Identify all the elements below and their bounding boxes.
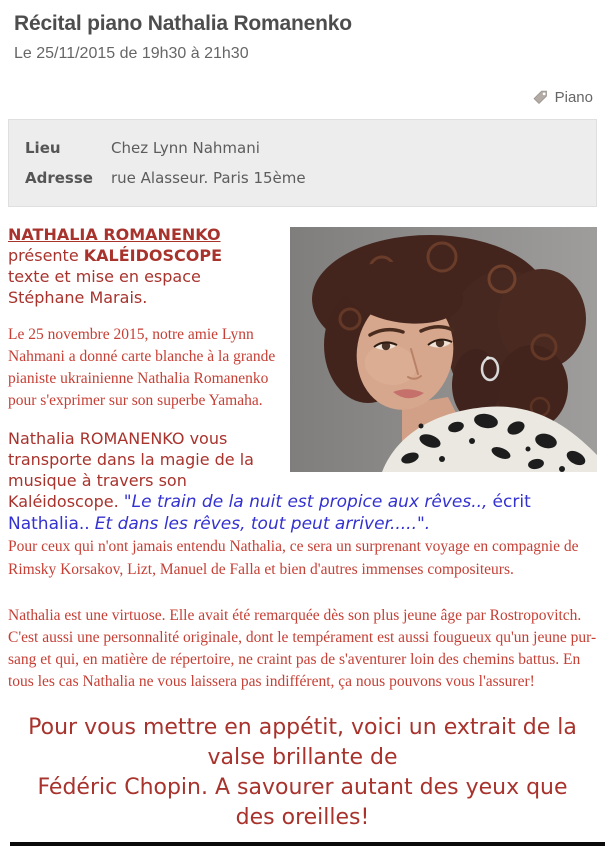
closing-invitation [16, 713, 589, 833]
paragraph-carte-blanche: Le 25 novembre 2015, notre amie Lynn Nahmani a donné carte blanche à la grande pianiste ukrainienne Nathalia Romanenko pour s'exprimer sur son superbe Yamaha. [8, 326, 276, 409]
event-info-box [8, 119, 597, 207]
info-value-adresse: rue Alasseur. Paris 15ème [111, 169, 306, 187]
event-description [8, 224, 597, 833]
category-tag[interactable] [532, 89, 593, 106]
event-datetime: Le 25/11/2015 de 19h30 à 21h30 [14, 45, 249, 62]
show-title: KALÉIDOSCOPE [83, 246, 223, 265]
quote-attribution: écrit Nathalia.. [8, 492, 531, 534]
category-tag-label: Piano [554, 88, 593, 106]
closing-line-2: Fédéric Chopin. A savourer autant des yeux que des oreilles! [37, 775, 568, 830]
info-label-lieu: Lieu [25, 139, 61, 157]
info-row-adresse [25, 163, 580, 193]
event-header [8, 12, 597, 107]
category-tag-row [8, 87, 593, 107]
paragraph-virtuose: Nathalia est une virtuose. Elle avait été remarquée dès son plus jeune âge par Rostropovitch. C'est aussi une personnalité originale, dont le tempérament est aussi fougueux qu'un jeune pur-sang et qui, en matière de répertoire, ne craint pas de s'aventurer loin des chemins battus. En tous les cas Nathalia ne vous laissera pas indifférent, ça nous pouvons vous l'assurer! [8, 607, 597, 690]
artist-name-heading: NATHALIA ROMANENKO [8, 225, 221, 244]
closing-line-1: Pour vous mettre en appétit, voici un extrait de la valse brillante de [28, 715, 577, 770]
artist-portrait-illustration [290, 227, 597, 472]
video-embed-edge[interactable] [10, 842, 605, 846]
quote-part-1: "Le train de la nuit est propice aux rêves.., [123, 492, 488, 512]
info-row-lieu [25, 133, 580, 163]
page-title: Récital piano Nathalia Romanenko [14, 12, 352, 35]
tag-icon [532, 89, 549, 106]
info-label-adresse: Adresse [25, 169, 93, 187]
artist-photo [290, 227, 597, 472]
quote-part-2: Et dans les rêves, tout peut arriver.....". [94, 514, 431, 534]
text-transporte: Nathalia ROMANENKO vous transporte dans la magie de la musique à travers son Kaléidoscope. [8, 429, 254, 511]
intro-credits: texte et mise en espace Stéphane Marais. [8, 267, 201, 307]
info-value-lieu: Chez Lynn Nahmani [111, 139, 260, 157]
text-voyage: Pour ceux qui n'ont jamais entendu Nathalia, ce sera un surprenant voyage en compagnie de Rimsky Korsakov, Lizt, Manuel de Falla et bien d'autres immenses compositeurs. [8, 538, 579, 578]
intro-presente: présente [8, 246, 79, 265]
